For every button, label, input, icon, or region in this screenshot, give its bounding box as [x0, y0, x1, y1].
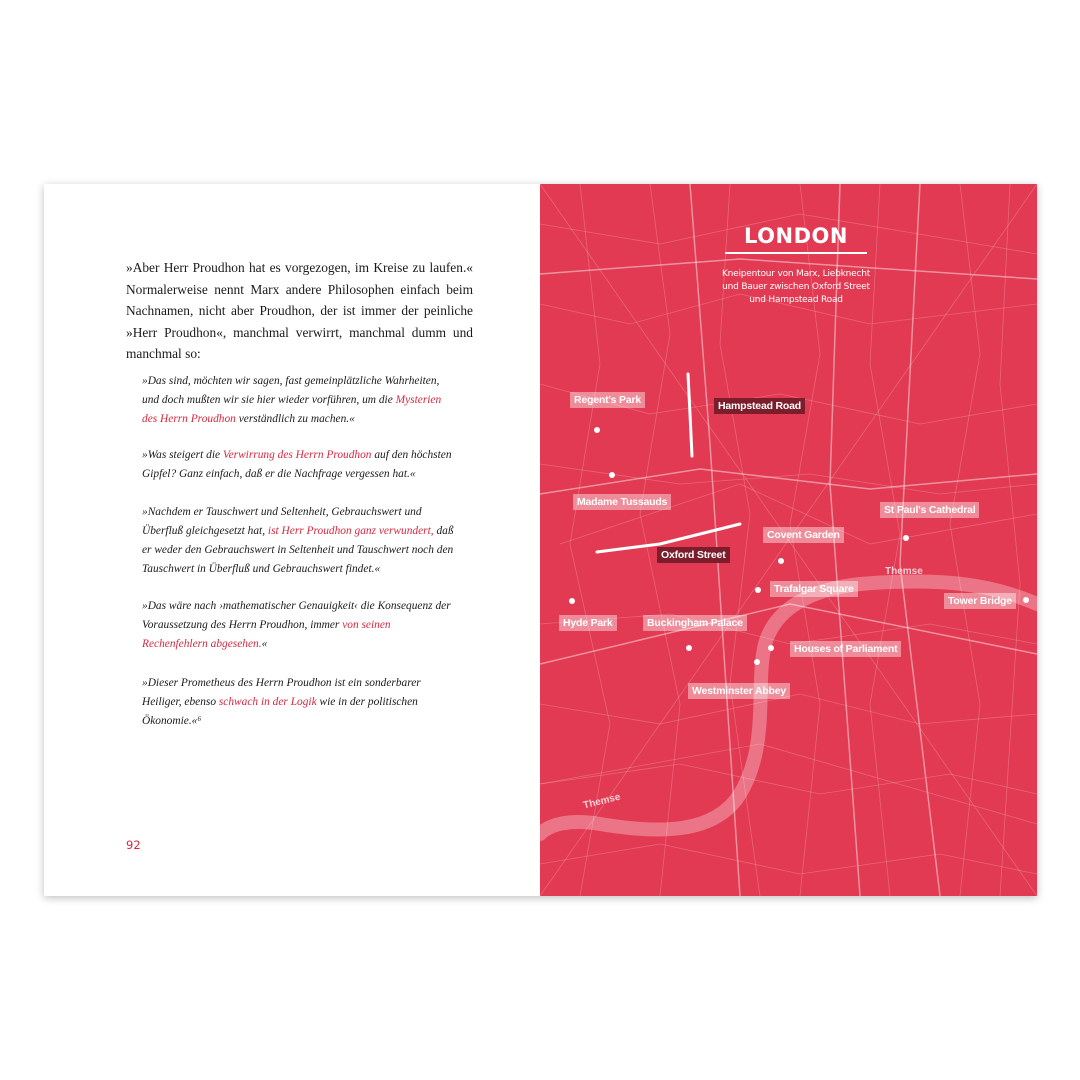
quote-highlight: Verwirrung des Herrn Proudhon: [222, 449, 372, 461]
map-page: [540, 184, 1037, 896]
label-themse-east: Themse: [885, 566, 923, 577]
label-hampstead-road: Hampstead Road: [714, 398, 805, 414]
quote-highlight: ist Herr Proudhon ganz verwundert,: [267, 525, 434, 537]
label-madame-tussauds: Madame Tussauds: [573, 494, 671, 510]
label-oxford-street: Oxford Street: [657, 547, 730, 563]
quote-1: »Das sind, möchten wir sagen, fast gemeinplätzliche Wahrheiten, und doch mußten wir sie hier wieder vorführen, um die Mysterien des Herrn Proudhon verständlich zu machen.«: [142, 375, 442, 425]
quote-4: »Das wäre nach ›mathematischer Genauigkeit‹ die Konsequenz der Voraussetzung des Herrn Proudhon, immer von seinen Rechenfehlern abgesehen.«: [142, 600, 451, 650]
left-page: [44, 184, 540, 896]
label-st-pauls-cathedral: St Paul's Cathedral: [880, 502, 979, 518]
body-paragraph: »Aber Herr Proudhon hat es vorgezogen, im Kreise zu laufen.« Normalerweise nennt Marx andere Philosophen einfach beim Nachnamen, nicht aber Proudhon, der ist immer der peinliche »Herr Proudhon«, manchmal verwirrt, manchmal dumm und manchmal so:: [126, 260, 473, 361]
quote-highlight: schwach in der Logik: [218, 696, 317, 708]
label-houses-of-parliament: Houses of Parliament: [790, 641, 901, 657]
label-trafalgar-square: Trafalgar Square: [770, 581, 858, 597]
quote-2: »Was steigert die Verwirrung des Herrn Proudhon auf den höchsten Gipfel? Ganz einfach, daß er die Nachfrage vergessen hat.«: [142, 449, 452, 480]
label-themse-south: Themse: [582, 791, 622, 812]
quote-highlight: Mysterien des Herrn Proudhon: [142, 394, 442, 425]
label-hyde-park: Hyde Park: [559, 615, 617, 631]
quote-highlight: von seinen Rechenfehlern abgesehen.: [142, 619, 391, 650]
label-tower-bridge: Tower Bridge: [944, 593, 1016, 609]
map-title: LONDON: [725, 224, 867, 254]
quote-5: »Dieser Prometheus des Herrn Proudhon ist ein sonderbarer Heiliger, ebenso schwach in der Logik wie in der politischen Ökonomie.«⁶: [142, 677, 421, 727]
map-subtitle: Kneipentour von Marx, Liebknecht und Bauer zwischen Oxford Street und Hampstead Road: [721, 269, 871, 305]
book-spread: [44, 184, 1037, 896]
label-regents-park: Regent's Park: [570, 392, 645, 408]
label-buckingham-palace: Buckingham Palace: [643, 615, 747, 631]
label-westminster-abbey: Westminster Abbey: [688, 683, 790, 699]
quote-3: »Nachdem er Tauschwert und Seltenheit, Gebrauchswert und Überfluß gleichgesetzt hat, ist Herr Proudhon ganz verwundert, daß er weder den Gebrauchswert in Seltenheit und Tauschwert noch den Tauschwert in Überfluß und Gebrauchswert findet.«: [142, 506, 454, 575]
label-covent-garden: Covent Garden: [763, 527, 844, 543]
page-number: 92: [126, 838, 141, 852]
